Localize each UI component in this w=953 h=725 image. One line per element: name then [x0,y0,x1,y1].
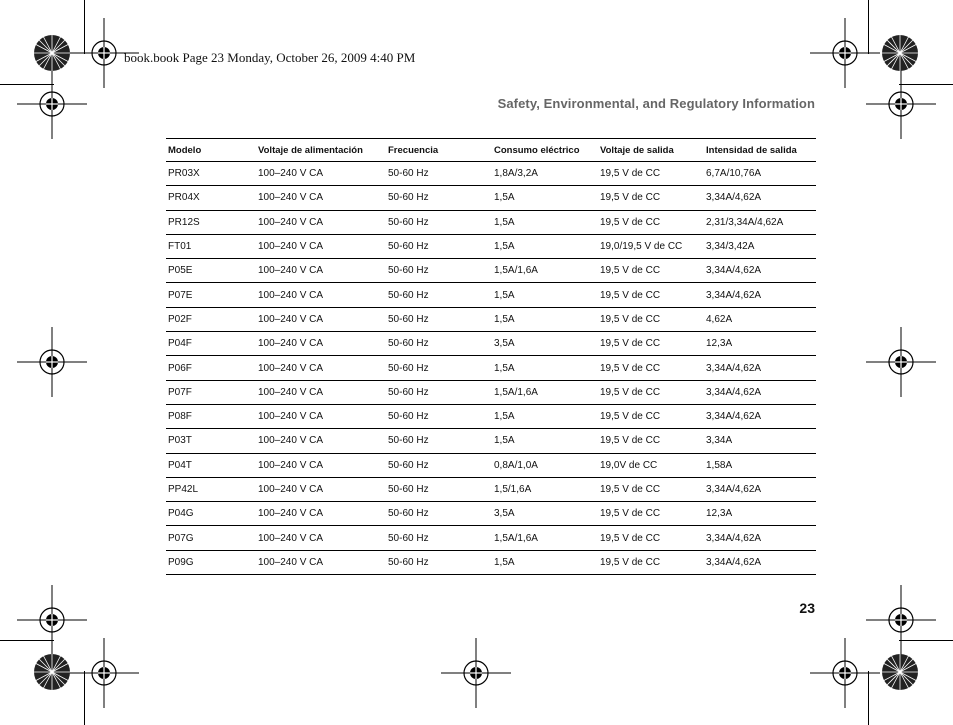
starburst-registration-icon [880,33,920,73]
table-cell: 50-60 Hz [386,550,492,574]
table-cell: P07E [166,283,256,307]
table-cell: 3,34A/4,62A [704,259,816,283]
table-row [166,477,816,501]
registration-target-icon [810,638,880,708]
table-cell: 100–240 V CA [256,162,386,186]
table-cell: 19,5 V de CC [598,283,704,307]
table-cell: P06F [166,356,256,380]
table-cell: 100–240 V CA [256,526,386,550]
column-header: Voltaje de alimentación [256,139,386,162]
table-cell: 100–240 V CA [256,307,386,331]
table-row [166,210,816,234]
table-cell: P02F [166,307,256,331]
registration-target-icon [441,638,511,708]
table-cell: 1,5A [492,550,598,574]
table-cell: 100–240 V CA [256,356,386,380]
table-cell: PR03X [166,162,256,186]
table-cell: 50-60 Hz [386,234,492,258]
table-row [166,453,816,477]
table-cell: 1,5A [492,210,598,234]
power-adapter-spec-table [166,138,816,575]
table-cell: 100–240 V CA [256,453,386,477]
table-cell: 19,5 V de CC [598,307,704,331]
table-cell: 50-60 Hz [386,162,492,186]
table-cell: 50-60 Hz [386,186,492,210]
table-cell: 4,62A [704,307,816,331]
table-cell: P05E [166,259,256,283]
table-row [166,550,816,574]
table-row [166,502,816,526]
table-row [166,356,816,380]
table-cell: 3,34A [704,429,816,453]
starburst-registration-icon [880,652,920,692]
table-cell: 1,5A [492,283,598,307]
table-cell: 3,34A/4,62A [704,283,816,307]
table-cell: PR12S [166,210,256,234]
registration-target-icon [866,69,936,139]
table-cell: PR04X [166,186,256,210]
table-cell: 50-60 Hz [386,259,492,283]
table-cell: 100–240 V CA [256,404,386,428]
table-cell: 100–240 V CA [256,380,386,404]
table-cell: 3,5A [492,332,598,356]
running-header: Safety, Environmental, and Regulatory Information [497,96,815,111]
registration-target-icon [69,638,139,708]
table-cell: 19,0V de CC [598,453,704,477]
table-cell: 100–240 V CA [256,332,386,356]
table-cell: 19,5 V de CC [598,526,704,550]
table-cell: PP42L [166,477,256,501]
registration-target-icon [17,69,87,139]
table-cell: 12,3A [704,332,816,356]
table-cell: 19,5 V de CC [598,380,704,404]
table-cell: 19,5 V de CC [598,162,704,186]
table-cell: 50-60 Hz [386,404,492,428]
table-cell: P07G [166,526,256,550]
table-cell: 1,58A [704,453,816,477]
table-cell: 3,5A [492,502,598,526]
table-row [166,332,816,356]
registration-target-icon [866,327,936,397]
table-cell: 19,5 V de CC [598,186,704,210]
table-row [166,283,816,307]
table-cell: P08F [166,404,256,428]
table-cell: 3,34A/4,62A [704,380,816,404]
table-cell: 3,34A/4,62A [704,477,816,501]
starburst-registration-icon [32,652,72,692]
table-cell: 1,5A [492,234,598,258]
table-cell: 19,5 V de CC [598,259,704,283]
table-cell: 50-60 Hz [386,380,492,404]
page-number: 23 [799,600,815,616]
table-cell: 50-60 Hz [386,307,492,331]
column-header: Voltaje de salida [598,139,704,162]
table-cell: 100–240 V CA [256,234,386,258]
table-cell: 3,34/3,42A [704,234,816,258]
table-cell: 19,5 V de CC [598,404,704,428]
table-cell: P03T [166,429,256,453]
table-cell: 3,34A/4,62A [704,186,816,210]
table-cell: 50-60 Hz [386,356,492,380]
table-row [166,429,816,453]
table-cell: 6,7A/10,76A [704,162,816,186]
table-cell: 3,34A/4,62A [704,526,816,550]
table-cell: FT01 [166,234,256,258]
table-cell: 100–240 V CA [256,502,386,526]
table-cell: 1,5A/1,6A [492,259,598,283]
table-cell: P07F [166,380,256,404]
table-row [166,234,816,258]
table-row [166,162,816,186]
table-cell: 19,5 V de CC [598,332,704,356]
table-row [166,380,816,404]
table-cell: 50-60 Hz [386,332,492,356]
table-cell: 50-60 Hz [386,210,492,234]
table-cell: 3,34A/4,62A [704,550,816,574]
table-cell: 50-60 Hz [386,526,492,550]
table-cell: 19,5 V de CC [598,429,704,453]
table-cell: 50-60 Hz [386,477,492,501]
table-cell: 19,5 V de CC [598,550,704,574]
table-cell: 1,8A/3,2A [492,162,598,186]
table-cell: P09G [166,550,256,574]
table-cell: 1,5A [492,404,598,428]
table-cell: 0,8A/1,0A [492,453,598,477]
table-cell: 50-60 Hz [386,502,492,526]
table-cell: 100–240 V CA [256,210,386,234]
table-cell: 19,5 V de CC [598,477,704,501]
column-header: Modelo [166,139,256,162]
table-cell: 100–240 V CA [256,186,386,210]
table-cell: 1,5A/1,6A [492,526,598,550]
table-cell: 50-60 Hz [386,453,492,477]
table-cell: P04F [166,332,256,356]
column-header: Consumo eléctrico [492,139,598,162]
table-cell: 19,5 V de CC [598,210,704,234]
print-slug: book.book Page 23 Monday, October 26, 2009 4:40 PM [124,50,416,65]
table-cell: 100–240 V CA [256,429,386,453]
table-row [166,259,816,283]
registration-target-icon [17,327,87,397]
table-cell: 50-60 Hz [386,283,492,307]
table-row [166,404,816,428]
table-cell: 1,5A [492,186,598,210]
table-cell: 3,34A/4,62A [704,404,816,428]
table-cell: 1,5/1,6A [492,477,598,501]
table-cell: 12,3A [704,502,816,526]
table-cell: 1,5A [492,356,598,380]
table-cell: 19,0/19,5 V de CC [598,234,704,258]
table-cell: 1,5A [492,307,598,331]
column-header: Intensidad de salida [704,139,816,162]
table-cell: P04G [166,502,256,526]
table-cell: 19,5 V de CC [598,502,704,526]
table-row [166,307,816,331]
starburst-registration-icon [32,33,72,73]
table-row [166,526,816,550]
table-cell: 100–240 V CA [256,550,386,574]
table-row [166,186,816,210]
column-header: Frecuencia [386,139,492,162]
table-cell: 100–240 V CA [256,259,386,283]
table-cell: 100–240 V CA [256,283,386,307]
table-cell: 1,5A/1,6A [492,380,598,404]
table-cell: 100–240 V CA [256,477,386,501]
table-cell: 3,34A/4,62A [704,356,816,380]
table-cell: 1,5A [492,429,598,453]
table-header-row [166,139,816,162]
table-cell: 50-60 Hz [386,429,492,453]
table-cell: 2,31/3,34A/4,62A [704,210,816,234]
table-cell: P04T [166,453,256,477]
table-cell: 19,5 V de CC [598,356,704,380]
